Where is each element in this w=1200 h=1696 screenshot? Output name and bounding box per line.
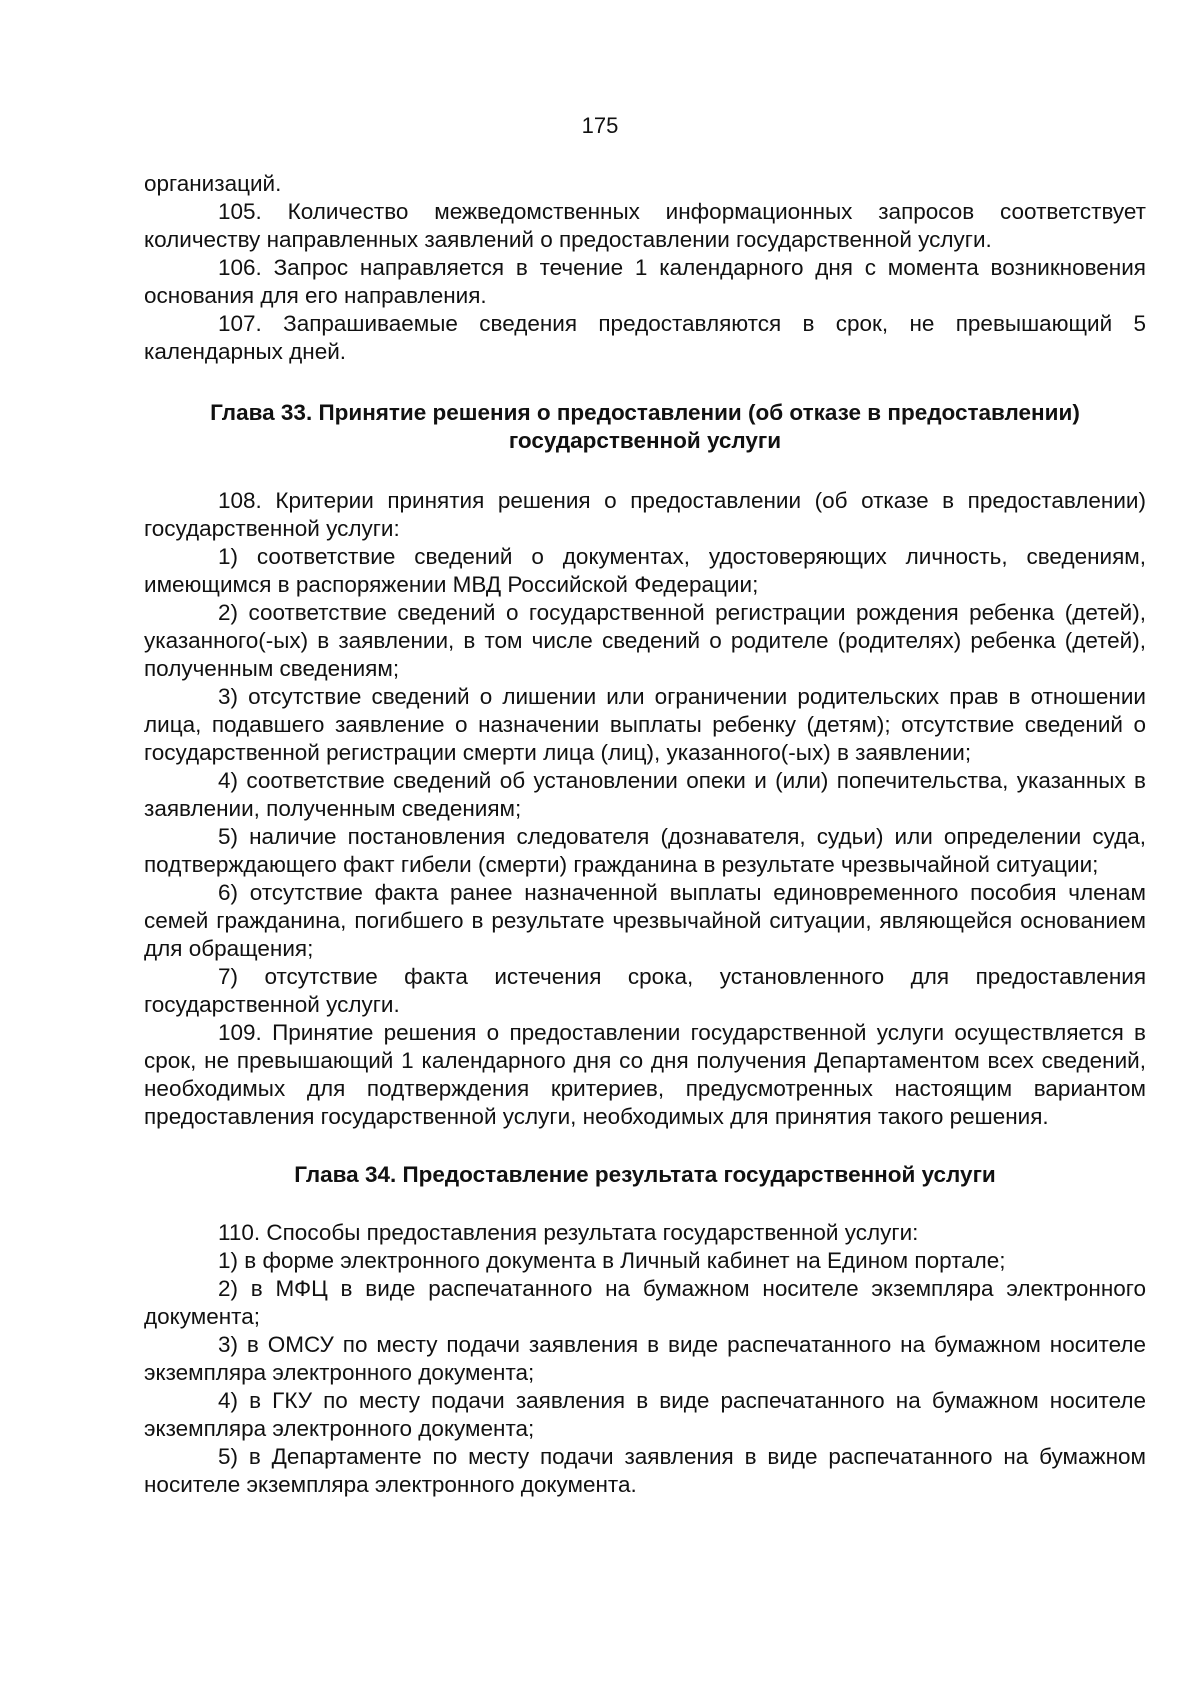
method-5: 5) в Департаменте по месту подачи заявления в виде распечатанного на бумажном носителе экземпляра электронного документа. [144,1444,1146,1497]
paragraph-106: 106. Запрос направляется в течение 1 календарного дня с момента возникновения основания для его направления. [144,255,1146,308]
criterion-3: 3) отсутствие сведений о лишении или ограничении родительских прав в отношении лица, подавшего заявление о назначении выплаты ребенку (детям); отсутствие сведений о государственной регистрации смерти лица (лиц), указанного(-ых) в заявлении; [144,684,1146,765]
paragraph-110: 110. Способы предоставления результата государственной услуги: [218,1220,919,1245]
criterion-7: 7) отсутствие факта истечения срока, установленного для предоставления государственной услуги. [144,964,1146,1017]
chapter-33-heading: Глава 33. Принятие решения о предоставлении (об отказе в предоставлении) государственной услуги [210,400,1080,453]
paragraph-continuation: организаций. [144,171,282,196]
page-number: 175 [581,113,619,138]
criterion-2: 2) соответствие сведений о государственной регистрации рождения ребенка (детей), указанного(-ых) в заявлении, в том числе сведений о родителе (родителях) ребенка (детей), полученным сведениям; [144,600,1146,681]
method-2: 2) в МФЦ в виде распечатанного на бумажном носителе экземпляра электронного документа; [144,1276,1146,1329]
method-3: 3) в ОМСУ по месту подачи заявления в виде распечатанного на бумажном носителе экземпляра электронного документа; [144,1332,1146,1385]
chapter-34-heading: Глава 34. Предоставление результата государственной услуги [294,1162,996,1187]
paragraph-109: 109. Принятие решения о предоставлении государственной услуги осуществляется в срок, не превышающий 1 календарного дня со дня получения Департаментом всех сведений, необходимых для подтверждения критериев, предусмотренных настоящим вариантом предоставления государственной услуги, необходимых для принятия такого решения. [144,1020,1146,1129]
paragraph-108: 108. Критерии принятия решения о предоставлении (об отказе в предоставлении) государственной услуги: [144,488,1146,541]
method-4: 4) в ГКУ по месту подачи заявления в виде распечатанного на бумажном носителе экземпляра электронного документа; [144,1388,1146,1441]
paragraph-107: 107. Запрашиваемые сведения предоставляются в срок, не превышающий 5 календарных дней. [144,311,1146,364]
criterion-4: 4) соответствие сведений об установлении опеки и (или) попечительства, указанных в заявлении, полученным сведениям; [144,768,1146,821]
paragraph-105: 105. Количество межведомственных информационных запросов соответствует количеству направленных заявлений о предоставлении государственной услуги. [144,199,1146,252]
criterion-1: 1) соответствие сведений о документах, удостоверяющих личность, сведениям, имеющимся в распоряжении МВД Российской Федерации; [144,544,1146,597]
criterion-6: 6) отсутствие факта ранее назначенной выплаты единовременного пособия членам семей гражданина, погибшего в результате чрезвычайной ситуации, являющейся основанием для обращения; [144,880,1146,961]
document-body [144,170,1146,1499]
criterion-5: 5) наличие постановления следователя (дознавателя, судьи) или определении суда, подтверждающего факт гибели (смерти) гражданина в результате чрезвычайной ситуации; [144,824,1146,877]
method-1: 1) в форме электронного документа в Личный кабинет на Едином портале; [218,1248,1006,1273]
